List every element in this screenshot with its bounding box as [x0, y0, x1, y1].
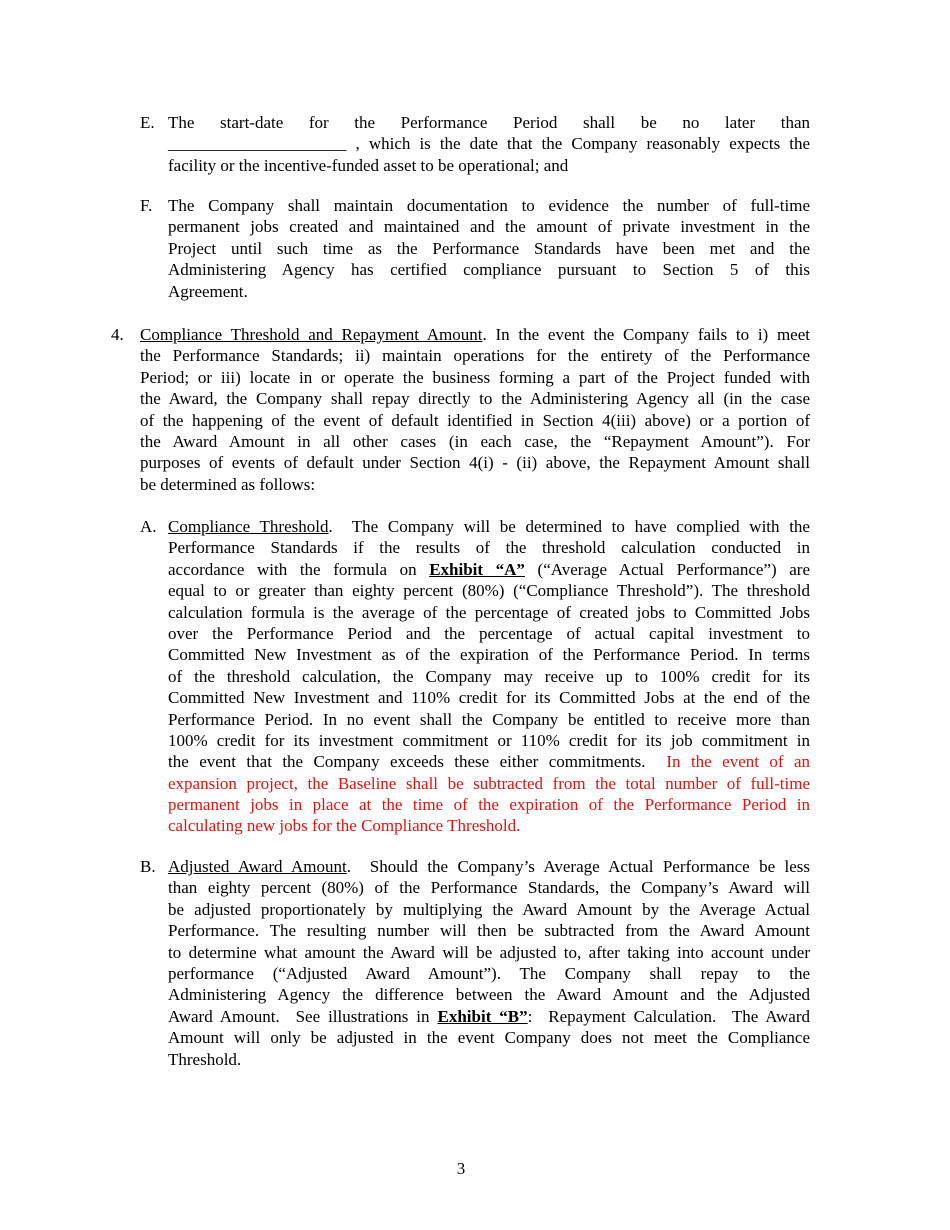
section-4-heading: Compliance Threshold and Repayment Amount	[140, 325, 483, 344]
item-a-line-1-rest: . The Company will be determined to have complied with the	[328, 517, 810, 536]
section-4-line-3: Period; or iii) locate in or operate the business forming a part of the Project funded with	[140, 367, 810, 387]
section-4-line-7: purposes of events of default under Section 4(i) - (ii) above, the Repayment Amount shall	[140, 453, 810, 473]
item-e-line-1: The start-date for the Performance Period shall be no later than	[168, 113, 810, 132]
item-a-line-12-black: the event that the Company exceeds these either commitments.	[168, 752, 667, 772]
item-a-red-line-2: permanent jobs in place at the time of the expiration of the Performance Period in	[168, 795, 810, 815]
exhibit-b-reference: Exhibit “B”	[437, 1006, 528, 1026]
item-f-text	[168, 195, 810, 302]
item-b-line-10: Threshold.	[168, 1049, 242, 1069]
item-a-line-3	[168, 559, 810, 580]
item-b-heading: Adjusted Award Amount	[168, 857, 347, 876]
item-b-line-4: Performance. The resulting number will then be subtracted from the Award Amount	[168, 921, 810, 941]
item-a-line-8: of the threshold calculation, the Company may receive up to 100% credit for its	[168, 666, 810, 686]
item-b-line-9: Amount will only be adjusted in the event Company does not meet the Compliance	[168, 1028, 810, 1048]
item-a-line-10: Performance Period. In no event shall the Company be entitled to receive more than	[168, 709, 810, 729]
section-4-line-4: the Award, the Company shall repay directly to the Administering Agency all (in the case	[140, 389, 810, 409]
item-a-line-12	[168, 751, 810, 772]
item-a-text	[168, 516, 810, 837]
section-4-line-2: the Performance Standards; ii) maintain operations for the entirety of the Performance	[140, 346, 810, 366]
item-b-line-5: to determine what amount the Award will be adjusted to, after taking into account under	[168, 942, 810, 962]
item-a-label: A.	[140, 517, 157, 536]
item-f-line-3: Project until such time as the Performance Standards have been met and the	[168, 238, 810, 258]
item-a-line-5: calculation formula is the average of the percentage of created jobs to Committed Jobs	[168, 602, 810, 622]
section-4-text	[140, 324, 810, 495]
item-a-line-12-red: In the event of an	[666, 752, 811, 772]
item-a-line-11: 100% credit for its investment commitment or 110% credit for its job commitment in	[168, 730, 810, 750]
item-a-line-3-pre: accordance with the formula on	[168, 559, 430, 579]
item-b-line-8-pre: Award Amount. See illustrations in	[168, 1006, 438, 1026]
section-4-line-1-rest: . In the event the Company fails to i) meet	[482, 325, 810, 344]
item-b-text	[168, 856, 810, 1070]
item-a-line-6: over the Performance Period and the percentage of actual capital investment to	[168, 623, 810, 643]
item-f-line-5: Agreement.	[168, 281, 248, 301]
page-number: 3	[456, 1159, 466, 1178]
item-b-line-8-post: : Repayment Calculation. The Award	[527, 1006, 811, 1026]
section-4-line-1	[140, 324, 810, 345]
item-e-line-2: _____________________ , which is the date that the Company reasonably expects the	[168, 134, 810, 154]
section-4-line-8: be determined as follows:	[140, 474, 316, 494]
item-b-line-1-rest: . Should the Company’s Average Actual Performance be less	[346, 857, 811, 876]
item-f-line-2: permanent jobs created and maintained and the amount of private investment in the	[168, 217, 810, 237]
item-b-line-8	[168, 1006, 810, 1027]
item-b-line-7: Administering Agency the difference between the Award Amount and the Adjusted	[168, 985, 810, 1005]
item-e-line-3: facility or the incentive-funded asset to be operational; and	[168, 155, 569, 175]
item-e-text	[168, 112, 810, 176]
item-e-label: E.	[140, 113, 155, 132]
item-a-red-line-1: expansion project, the Baseline shall be subtracted from the total number of full-time	[168, 773, 810, 793]
item-f-line-4: Administering Agency has certified compliance pursuant to Section 5 of this	[168, 260, 810, 280]
item-a-line-3-post: (“Average Actual Performance”) are	[524, 559, 810, 579]
item-b-line-3: be adjusted proportionately by multiplying the Award Amount by the Average Actual	[168, 899, 810, 919]
exhibit-a-reference: Exhibit “A”	[429, 559, 525, 579]
item-a-line-2: Performance Standards if the results of the threshold calculation conducted in	[168, 538, 810, 558]
item-a-heading: Compliance Threshold	[168, 517, 329, 536]
item-a-line-4: equal to or greater than eighty percent (80%) (“Compliance Threshold”). The threshold	[168, 581, 810, 601]
item-a-red-line-3: calculating new jobs for the Compliance Threshold.	[168, 816, 521, 836]
item-b-line-2: than eighty percent (80%) of the Performance Standards, the Company’s Award will	[168, 878, 810, 898]
section-4-line-5: of the happening of the event of default identified in Section 4(iii) above) or a portion of	[140, 410, 810, 430]
section-4-line-6: the Award Amount in all other cases (in each case, the “Repayment Amount”). For	[140, 431, 810, 451]
item-b-label: B.	[140, 857, 156, 876]
section-4-number: 4.	[111, 325, 124, 344]
item-a-line-9: Committed New Investment and 110% credit for its Committed Jobs at the end of the	[168, 688, 810, 708]
item-a-line-1	[168, 516, 810, 537]
item-f-line-1: The Company shall maintain documentation to evidence the number of full-time	[168, 196, 810, 215]
item-a-line-7: Committed New Investment as of the expiration of the Performance Period. In terms	[168, 645, 810, 665]
item-b-line-1	[168, 856, 810, 877]
item-b-line-6: performance (“Adjusted Award Amount”). The Company shall repay to the	[168, 963, 810, 983]
item-f-label: F.	[140, 196, 153, 215]
